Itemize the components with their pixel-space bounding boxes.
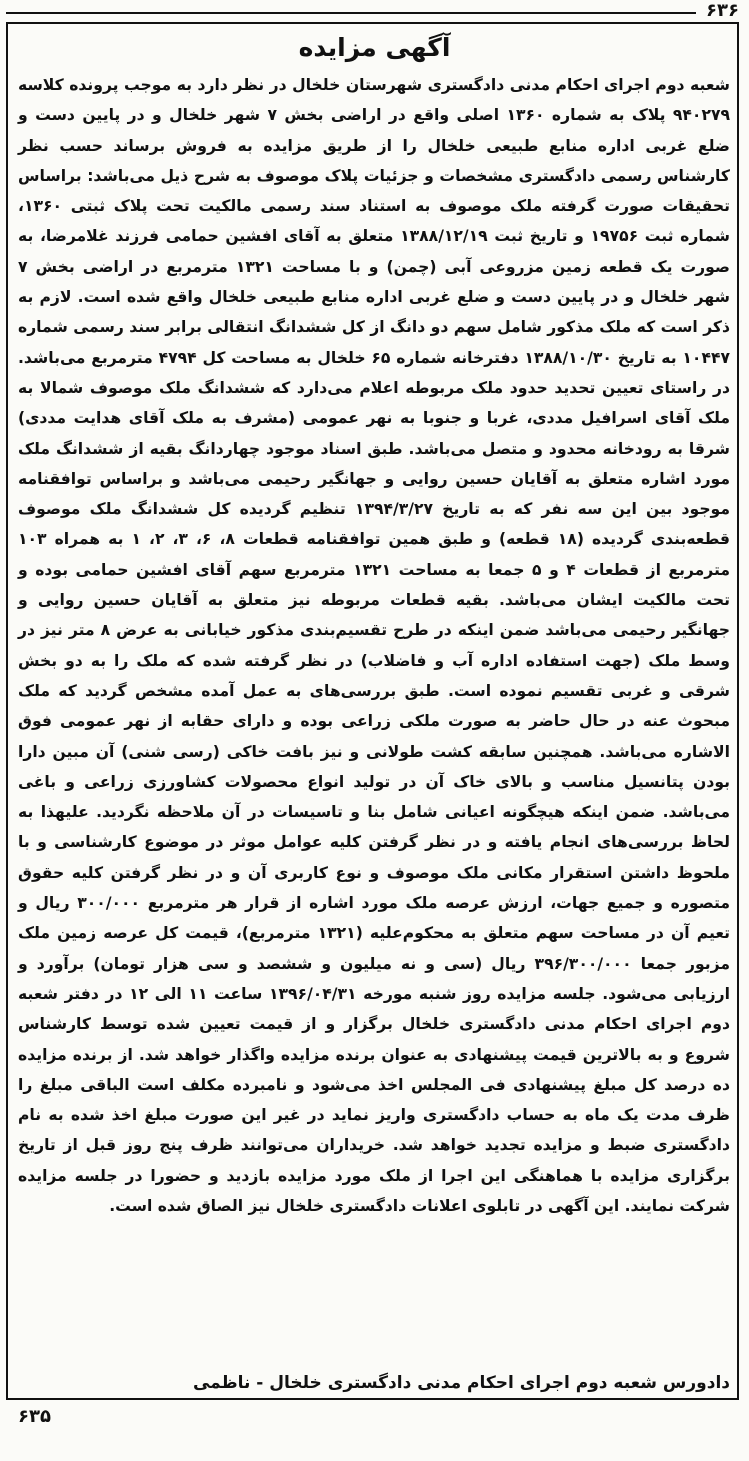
page-number-bottom: ۶۳۵ [18,1406,51,1427]
top-rule [6,12,696,14]
notice-title: آگهی مزایده [298,33,451,62]
page-number-top: ۶۳۶ [702,0,743,21]
notice-body: شعبه دوم اجرای احکام مدنی دادگستری شهرستان خلخال در نظر دارد به موجب پرونده کلاسه ۹۴۰۲۷۹ پلاک به شماره ۱۳۶۰ اصلی واقع در اراضی بخش ۷ شهر خلخال و در پایین دست و ضلع غربی اداره منابع طبیعی خلخال را از طریق مزایده به فروش برساند حسب نظر کارشناس رسمی دادگستری مشخصات و جزئیات پلاک موصوف به شرح ذیل می‌باشد: براساس تحقیقات صورت گرفته ملک موصوف به استناد سند رسمی مالکیت تحت پلاک ثبتی ۱۳۶۰، شماره ثبت ۱۹۷۵۶ و تاریخ ثبت ۱۳۸۸/۱۲/۱۹ متعلق به آقای افشین حمامی فرزند غلامرضا، به صورت یک قطعه زمین مزروعی آبی (چمن) و با مساحت ۱۳۲۱ مترمربع در اراضی بخش ۷ شهر خلخال و در پایین دست و ضلع غربی اداره منابع طبیعی خلخال واقع شده است. لازم به ذکر است که ملک مذکور شامل سهم دو دانگ از کل ششدانگ انتقالی برابر سند رسمی شماره ۱۰۴۴۷ به تاریخ ۱۳۸۸/۱۰/۳۰ دفترخانه شماره ۶۵ خلخال به مساحت کل ۴۷۹۴ مترمربع می‌باشد. در راستای تعیین تحدید حدود ملک مربوطه اعلام می‌دارد که ششدانگ ملک موصوف شمالا به ملک آقای اسرافیل مددی، غربا و جنوبا به نهر عمومی (مشرف به ملک آقای هدایت مددی) شرقا به رودخانه محدود و متصل می‌باشد. طبق اسناد موجود چهاردانگ بقیه از ششدانگ ملک مورد اشاره متعلق به آقایان حسین روایی و جهانگیر رحیمی می‌باشد و براساس توافقنامه موجود بین این سه نفر که به تاریخ ۱۳۹۴/۳/۲۷ تنظیم گردیده کل ششدانگ ملک موصوف قطعه‌بندی گردیده (۱۸ قطعه) و طبق همین توافقنامه قطعات ۸، ۶، ۳، ۲، ۱ به همراه ۱۰۳ مترمربع از قطعات ۴ و ۵ جمعا به مساحت ۱۳۲۱ مترمربع سهم آقای افشین حمامی بوده و تحت مالکیت ایشان می‌باشد. بقیه قطعات مربوطه نیز متعلق به آقایان حسین روایی و جهانگیر رحیمی می‌باشد ضمن اینکه در طرح تقسیم‌بندی مذکور خیابانی به عرض ۸ متر نیز در وسط ملک (جهت استفاده اداره آب و فاضلاب) در نظر گرفته شده که ملک را به دو بخش شرقی و غربی تقسیم نموده است. طبق بررسی‌های به عمل آمده مشخص گردید که ملک مبحوث عنه در حال حاضر به صورت ملکی زراعی بوده و دارای حقابه از نهر عمومی فوق الاشاره می‌باشد. همچنین سابقه کشت طولانی و نیز بافت خاکی (رسی شنی) آن مبین دارا بودن پتانسیل مناسب و بالای خاک آن در تولید انواع محصولات کشاورزی زراعی و باغی می‌باشد. ضمن اینکه هیچگونه اعیانی شامل بنا و تاسیسات در آن ملاحظه نگردید. علیهذا به لحاظ بررسی‌های انجام یافته و در نظر گرفتن کلیه عوامل موثر در موضوع کارشناسی و با ملحوظ داشتن استقرار مکانی ملک موصوف و نوع کاربری آن و در نظر گرفتن کلیه حقوق متصوره و جمیع جهات، ارزش عرصه ملک مورد اشاره از قرار هر مترمربع ۳۰۰/۰۰۰ ریال و تعیم آن در مساحت سهم متعلق به محکوم‌علیه (۱۳۲۱ مترمربع)، قیمت کل عرصه زمین ملک مزبور جمعا ۳۹۶/۳۰۰/۰۰۰ ریال (سی و نه میلیون و ششصد و سی هزار تومان) برآورد و ارزیابی می‌شود. جلسه مزایده روز شنبه مورخه ۱۳۹۶/۰۴/۳۱ ساعت ۱۱ الی ۱۲ در دفتر شعبه دوم اجرای احکام مدنی دادگستری خلخال برگزار و از قیمت تعیین شده توسط کارشناس شروع و به بالاترین قیمت پیشنهادی به عنوان برنده مزایده واگذار خواهد شد. از برنده مزایده ده درصد کل مبلغ پیشنهادی فی المجلس اخذ می‌شود و نامبرده مکلف است الباقی مبلغ را ظرف مدت یک ماه به حساب دادگستری واریز نماید در غیر این صورت مبلغ اخذ شده به نام دادگستری ضبط و مزایده تجدید خواهد شد. خریداران می‌توانند ظرف پنج روز قبل از تاریخ برگزاری مزایده با هماهنگی این اجرا از ملک مورد مزایده بازدید و حضورا در جلسه مزایده شرکت نمایند. این آگهی در تابلوی اعلانات دادگستری خلخال نیز الصاق شده است. [18,76,731,1215]
notice-signature: دادورس شعبه دوم اجرای احکام مدنی دادگستری خلخال - ناظمی [192,1373,730,1393]
